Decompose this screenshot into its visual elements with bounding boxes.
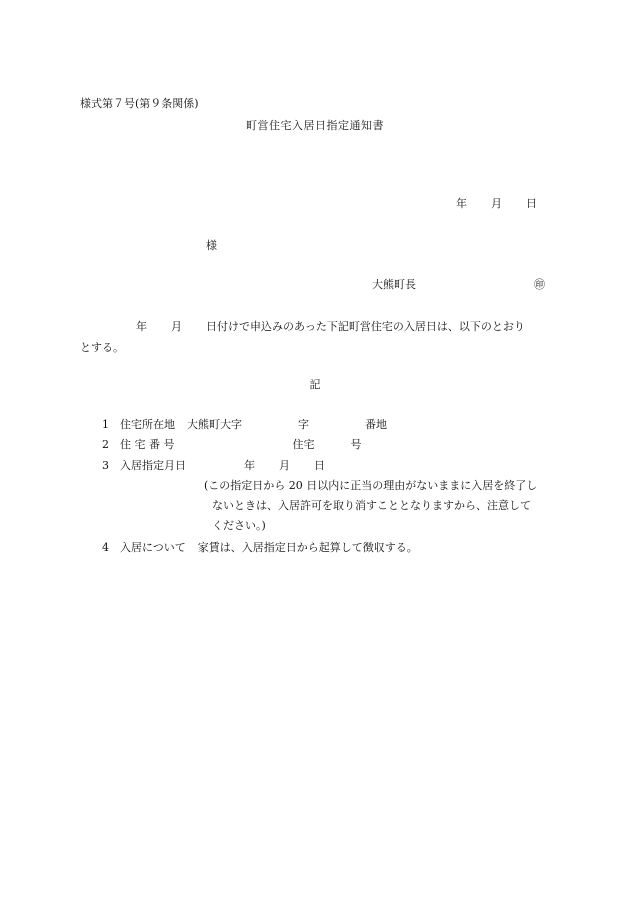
ki-heading: 記 xyxy=(309,378,321,391)
item-housing-location xyxy=(102,418,387,432)
item-number: 2 xyxy=(102,438,109,451)
body-text: 日付けで申込みのあった下記町営住宅の入居日は、以下のとおり xyxy=(206,320,525,333)
item-label: 住 宅 番 号 xyxy=(120,438,175,451)
item-value: 月 xyxy=(279,459,290,472)
item-move-in-notes xyxy=(102,541,418,555)
item-label: 住宅所在地 xyxy=(120,418,175,431)
item-housing-number xyxy=(102,438,362,452)
addressee-honorific: 様 xyxy=(206,239,217,252)
item-value: 年 xyxy=(244,459,255,472)
seal-mark: ㊞ xyxy=(534,278,545,291)
note-line1: (この指定日から 20 日以内に正当の理由がないままに入居を終了し xyxy=(204,479,538,492)
body-text-line1 xyxy=(136,320,525,334)
body-year-label: 年 xyxy=(136,320,147,333)
item-number: 3 xyxy=(102,459,109,472)
document-title: 町営住宅入居日指定通知書 xyxy=(246,119,384,132)
issue-date xyxy=(456,197,537,211)
note-line3: ください。) xyxy=(212,519,266,532)
note-line2: ないときは、入居許可を取り消すこととなりますから、注意して xyxy=(212,499,531,512)
item-value: 日 xyxy=(314,459,325,472)
item-value: 字 xyxy=(298,418,309,431)
item-number: 4 xyxy=(102,541,109,554)
item-value: 号 xyxy=(350,438,362,451)
item-label: 入居について xyxy=(120,541,186,554)
item-move-in-date xyxy=(102,459,325,473)
sender-name: 大熊町長 xyxy=(372,278,416,291)
date-day-label: 日 xyxy=(526,197,537,210)
item-value: 家賃は、入居指定日から起算して徴収する。 xyxy=(197,541,418,554)
item-value: 番地 xyxy=(365,418,387,431)
item-value: 住宅 xyxy=(292,438,315,451)
item-label: 入居指定月日 xyxy=(120,459,186,472)
body-text-line2: とする。 xyxy=(80,341,124,354)
date-year-label: 年 xyxy=(456,197,467,210)
item-number: 1 xyxy=(102,418,109,431)
date-month-label: 月 xyxy=(491,197,502,210)
form-reference: 様式第７号(第９条関係) xyxy=(80,97,199,110)
item-value: 大熊町大字 xyxy=(187,418,242,431)
body-month-label: 月 xyxy=(171,320,182,333)
